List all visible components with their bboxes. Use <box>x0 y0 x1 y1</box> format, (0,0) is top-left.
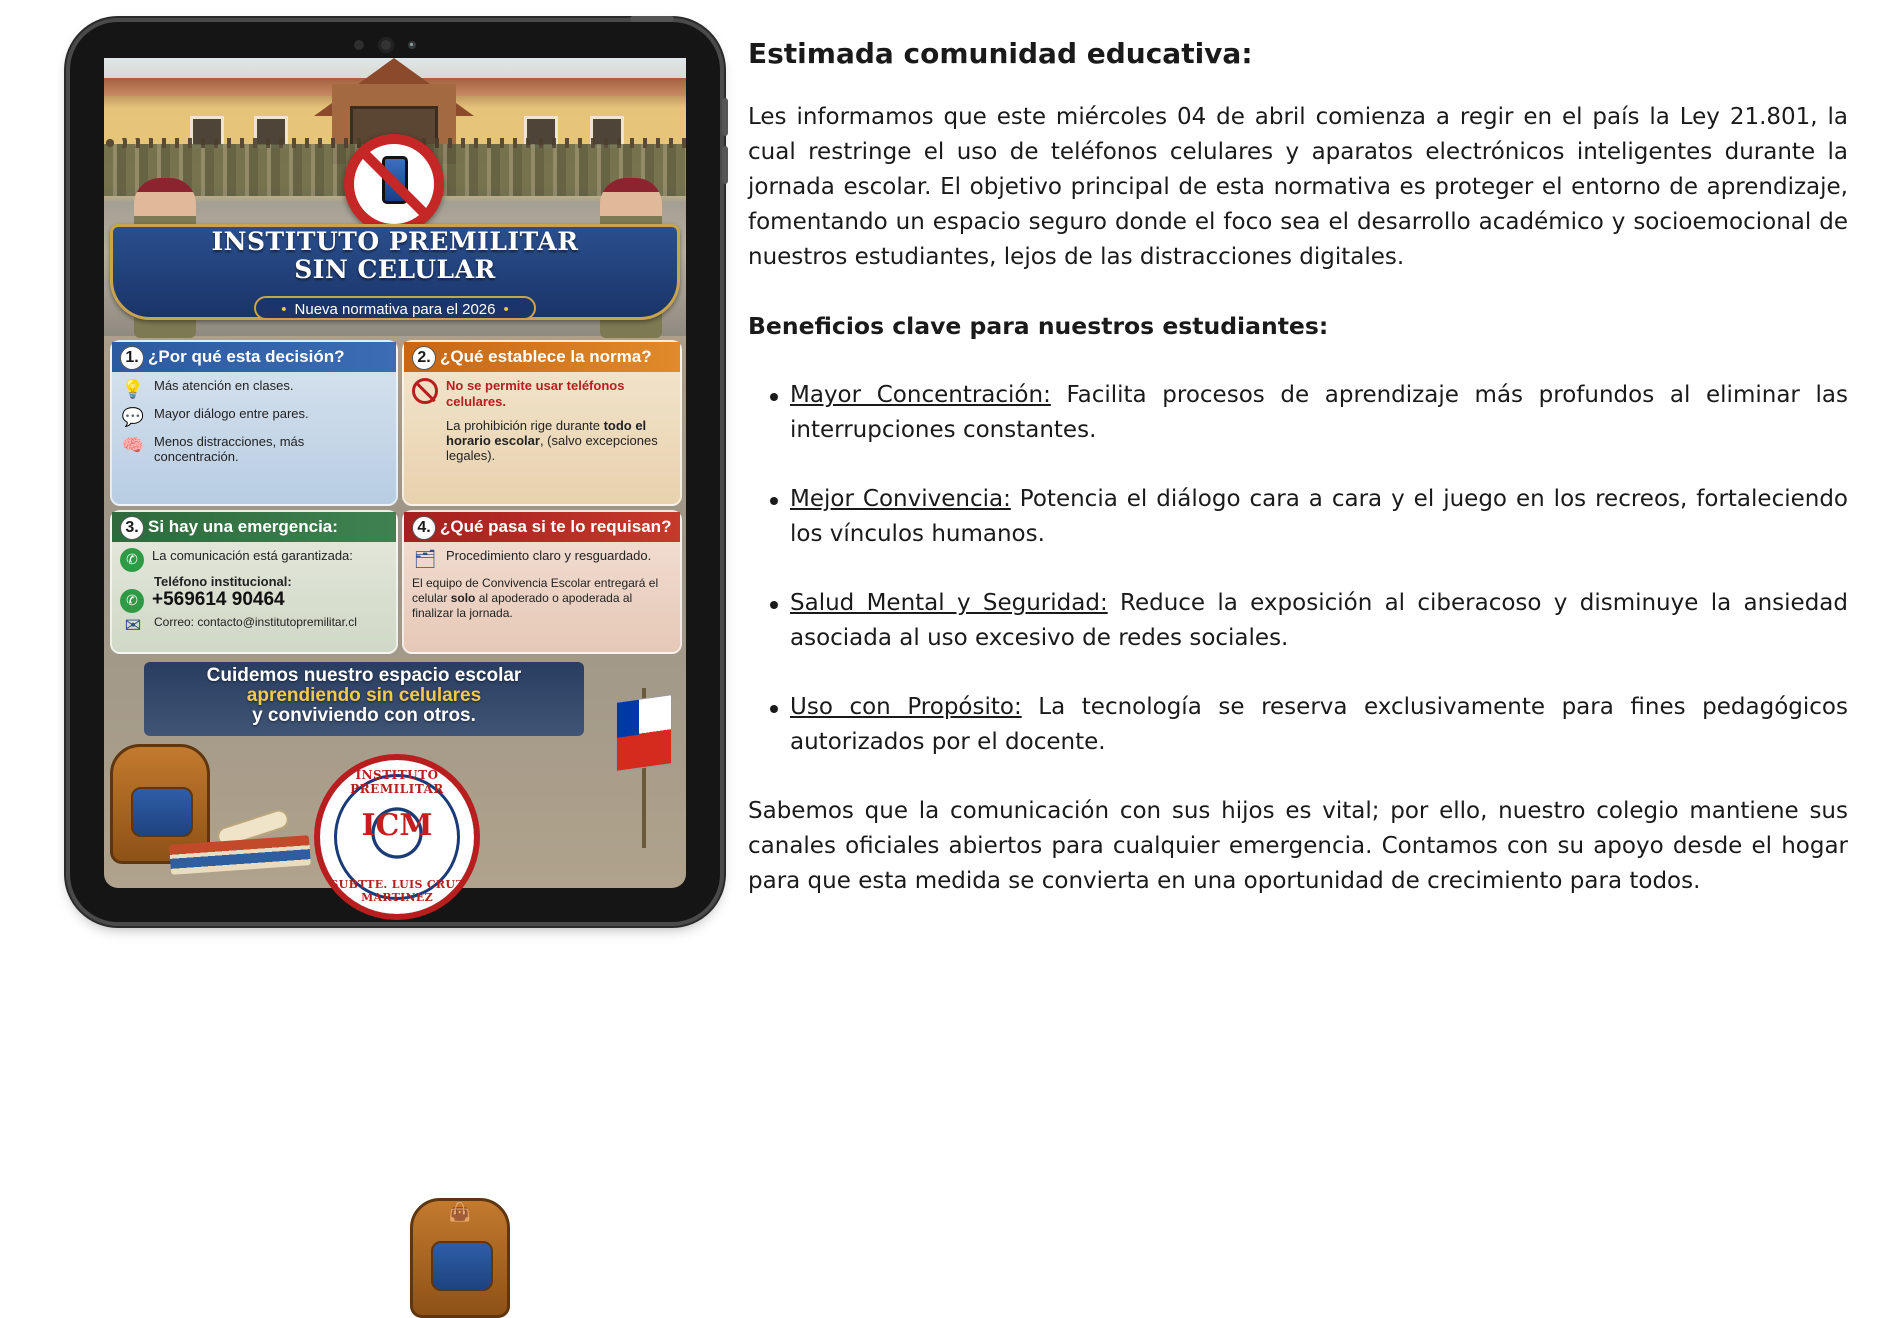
poster-title: INSTITUTO PREMILITAR SIN CELULAR <box>211 227 579 284</box>
chat-bubbles-icon: 💬 <box>121 407 145 427</box>
front-camera <box>340 36 450 52</box>
letter-closing: Sabemos que la comunicación con sus hijos es vital; por ello, nuestro colegio mantiene sus canales oficiales abiertos para cualquier emergencia. Contamos con su apoyo desde el hogar para que esta medida se convierta en una oportunidad de crecimiento para todos. <box>748 798 1848 894</box>
chile-flag-illustration <box>616 694 672 772</box>
light-sensor-icon <box>408 41 416 49</box>
list-item: Mejor Convivencia: Potencia el diálogo cara a cara y el juego en los recreos, fortaleciendo los vínculos humanos. <box>748 482 1848 552</box>
list-item: Mayor Concentración: Facilita procesos de aprendizaje más profundos al eliminar las interrupciones constantes. <box>748 378 1848 448</box>
sensor-icon <box>354 40 364 50</box>
mail-icon: ✉ <box>124 615 142 637</box>
lightbulb-icon: 💡 <box>121 379 145 399</box>
phone-bag-icon: 👜 <box>410 1198 510 1318</box>
poster-image <box>104 58 686 1222</box>
list-item: Uso con Propósito: La tecnología se reserva exclusivamente para fines pedagógicos autorizados por el docente. <box>748 690 1848 760</box>
volume-up-button <box>722 98 728 136</box>
no-phone-icon <box>344 134 444 234</box>
poster-subtitle: • Nueva normativa para el 2026 • <box>254 296 536 320</box>
camera-lens-icon <box>378 37 394 53</box>
poster-hero <box>104 58 686 336</box>
list-item: Salud Mental y Seguridad: Reduce la exposición al ciberacoso y disminuye la ansiedad asociada al uso excesivo de redes sociales. <box>748 586 1848 656</box>
letter-greeting: Estimada comunidad educativa: <box>748 37 1253 70</box>
phone-icon: ✆ <box>120 548 144 572</box>
info-card-confiscation: 4. ¿Qué pasa si te lo requisan? 🗂 Procedimiento claro y resguardado. 👜 El equipo de Convivencia Escolar entregará el celular solo al apoderado o apoderada al finalizar la jornada. <box>402 510 682 654</box>
volume-down-button <box>722 146 728 184</box>
envelope-lock-icon: 🗂 <box>413 549 437 569</box>
tablet-frame <box>70 22 720 1222</box>
letter-intro: Les informamos que este miércoles 04 de abril comienza a regir en el país la Ley 21.801, la cual restringe el uso de teléfonos celulares y aparatos electrónicos inteligentes durante la jornada escolar. El objetivo principal de esta normativa es proteger el entorno de aprendizaje, fomentando un espacio seguro donde el foco sea el desarrollo académico y socioemocional de nuestros estudiantes, lejos de las distracciones digitales. <box>748 104 1848 270</box>
school-seal: INSTITUTO PREMILITAR ICM SUBTTE. LUIS CRUZ MARTINEZ <box>314 754 480 888</box>
info-card-emergency: 3. Si hay una emergencia: ✆ La comunicación está garantizada: Teléfono institucional: ✆ +569614 90464 ✉ Correo: contacto@institutopremilitar.cl <box>110 510 398 654</box>
brain-icon: 🧠 <box>121 435 145 455</box>
letter-body <box>748 34 1848 899</box>
benefits-heading: Beneficios clave para nuestros estudiantes: <box>748 312 1329 340</box>
power-button <box>630 16 674 22</box>
benefits-list <box>748 378 1848 760</box>
phone-icon: ✆ <box>120 589 144 613</box>
info-card-rule: 2. ¿Qué establece la norma? No se permite usar teléfonos celulares. La prohibición rige durante todo el horario escolar, (salvo excepciones legales). <box>402 340 682 506</box>
prohibited-icon <box>412 378 438 404</box>
poster-slogan: Cuidemos nuestro espacio escolar aprendiendo sin celulares y conviviendo con otros. <box>206 665 522 726</box>
info-card-why: 1. ¿Por qué esta decisión? 💡 Más atención en clases. 💬 Mayor diálogo entre pares. 🧠 Menos distracciones, más concentración. <box>110 340 398 506</box>
